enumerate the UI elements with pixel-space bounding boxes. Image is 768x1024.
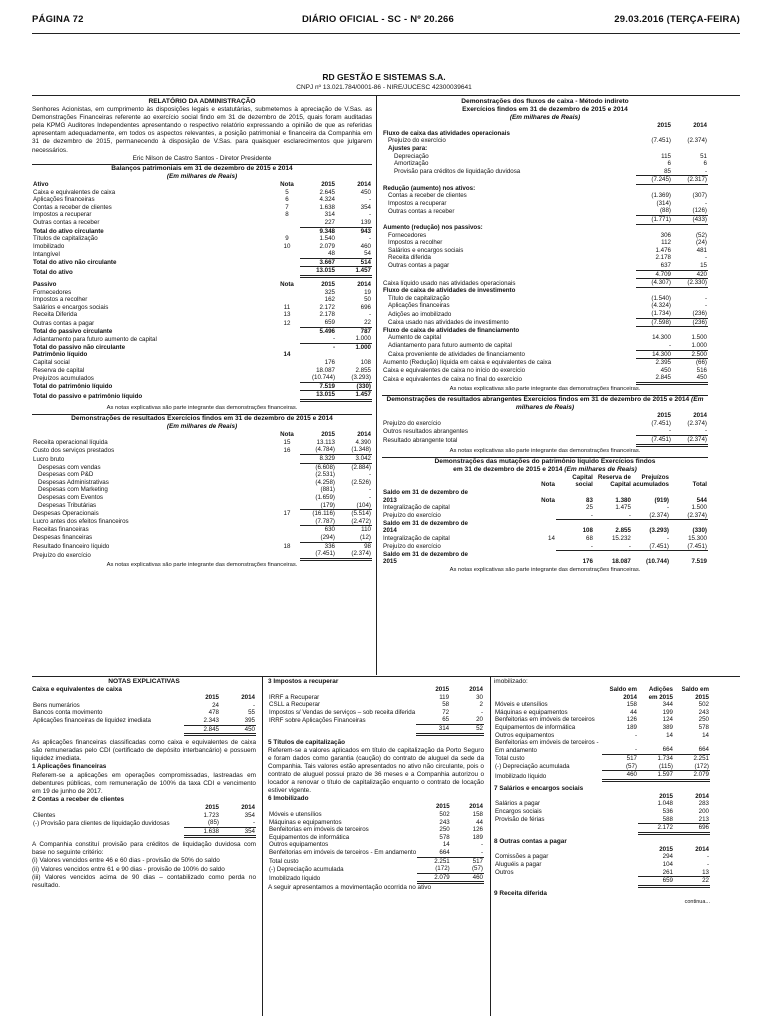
table-row: Clientes 1.723 354 (33, 811, 255, 819)
company-cnpj: CNPJ nº 13.021.784/0001-86 - NIRE/JUCESC 42300039641 (296, 84, 472, 91)
balance-title: Balanços patrimoniais em 31 de dezembro de 2015 e 2014 (111, 164, 293, 172)
table-row: Fluxo de caixa de atividades de investimento (383, 287, 516, 295)
table-row: CSLL a Recuperar 58 2 (269, 701, 483, 709)
table-row: Patrimônio líquido 14 (33, 351, 291, 359)
n6-text: A seguir apresentamos a movimentação ocorrida no ativo (268, 884, 432, 892)
table-row: Aplicações financeiras 6 4.324 - (33, 196, 371, 204)
table-row: Provisão para créditos de liquidação duvidosa 85 - (394, 167, 707, 176)
table-row: Total custo 517 1.734 2.251 (495, 754, 709, 762)
comprehensive-table: 2015 2014 Prejuízo do exercício (7.451) (2.374) Outros resultados abrangentes - - Resultado abrangente total (7.451) (2.374) (383, 412, 707, 445)
table-row: Máquinas e equipamentos 243 44 (269, 818, 483, 826)
table-row: IRRF sobre Aplicações Financeiras 65 20 (269, 716, 483, 724)
table-row: Adiantamento para futuro aumento de capital - 1.000 (33, 335, 371, 343)
right-column (382, 98, 708, 574)
list-item: (i) Valores vencidos entre 46 e 60 dias - provisão de 50% do saldo (32, 857, 220, 865)
table-row: Outros equipamentos 14 - (269, 841, 483, 849)
table-row: Imobilizado líquido 2.079 460 (269, 873, 483, 883)
table-row: Fluxo de caixa de atividades de financiamento (383, 326, 520, 334)
table-row: Contas a receber de clientes (1.369) (307) (388, 192, 707, 200)
n8-title: 8 Outras contas a pagar (494, 837, 567, 845)
column-divider (376, 95, 377, 675)
table-row: Saldo em 31 de dezembro de (383, 550, 468, 558)
table-row: Aluguéis a pagar 104 - (495, 861, 709, 869)
table-row: (-) Provisão para clientes de liquidação duvidosas (85) - (33, 819, 255, 827)
table-row: Impostos a recolher 162 50 (33, 296, 371, 304)
journal-title: DIÁRIO OFICIAL - SC - Nº 20.266 (302, 14, 455, 25)
table-row: Despesas Tributárias (179) (104) (38, 501, 371, 510)
table-row: 659 22 (494, 877, 710, 887)
table-row: 2.845 450 (32, 725, 256, 735)
table-row: Móveis e utensílios 502 158 (269, 811, 483, 818)
table-row: Caixa e equivalentes de caixa no início do exercício 450 516 (383, 366, 707, 374)
income-title: Demonstrações de resultados Exercícios findos em 31 de dezembro de 2015 e 2014 (71, 415, 333, 423)
income-table: Nota 2015 2014 Receita operacional líquida 15 13.113 4.390 Custo dos serviços prestados 16 (4.784) (1.348) Lucro bruto 8.329 3.042 Despesas com vendas (6.608) (2.884) Despesas com P&D (2.531) - Despesas Administrativas (4.258) (2.526) Despesas com Marketing (881) - Despesas com Eventos (1.659) - Despesas Tributárias (179) (104) Despesas Operacionais 17 (16.116) (5.514) Lucro antes dos efeitos financeiros (7.787) (2.472) Receitas financeiras 630 110 Despesas financeiras (294) (12) Resultado financeiro líquido 18 336 98 Prejuízo do exercício (7.451) (2.374) (33, 431, 371, 559)
table-row: Imobilizado líquido 460 1.597 2.079 (495, 771, 709, 780)
cashflow-unit: (Em milhares de Reais) (509, 114, 581, 122)
list-item: (ii) Valores vencidos entre 61 e 90 dias - provisão de 100% do saldo (32, 865, 225, 873)
table-row: Aumento de capital 14.300 1.500 (388, 334, 707, 342)
n9-title: 9 Receita diferida (494, 889, 547, 897)
table-row: Prejuízo do exercício (7.451) (2.374) (33, 550, 371, 559)
table-row: Prejuízos acumulados (10.744) (3.293) (33, 374, 371, 382)
table-row: Ajustes para: (388, 145, 428, 153)
table-row: Amortização 6 6 (394, 160, 707, 168)
table-row: Despesas com vendas (6.608) (2.884) (38, 463, 371, 471)
table-row: Adições ao imobilizado (1.734) (236) (388, 310, 707, 318)
page-number: PÁGINA 72 (32, 14, 84, 25)
n2-title: 2 Contas a receber de clientes (32, 795, 124, 803)
table-row: (-) Depreciação acumulada (57) (115) (172) (495, 762, 709, 771)
table-row: Prejuízo do exercício - - (2.374) (2.374) (383, 511, 707, 520)
n2-table: 2015 2014 Clientes 1.723 354 (-) Provisão para clientes de liquidação duvidosas (85) - 1.638 354 (32, 804, 256, 838)
table-row: Lucro bruto 8.329 3.042 (33, 455, 371, 463)
imob-text: imobilizado: (494, 678, 528, 685)
table-row: Impostos s/ Vendas de serviços – sob receita diferida 72 - (269, 708, 483, 716)
table-row: Lucro antes dos efeitos financeiros (7.787) (2.472) (33, 517, 371, 526)
table-row: Saldo em 31 de dezembro de (383, 519, 468, 527)
continued-label: continua... (684, 898, 710, 905)
report-text: Senhores Acionistas, em cumprimento às disposições legais e estatutárias, submetemos à apreciação de V.Sas. as Demonstrações Financeiras referente ao exercício social findo em 31 de dezembro de 2015, quais foram auditadas pela KPMG Auditores Independentes apresentando o respectivo relatório expressando a opinião de que as referidas apresentam adequadamente, em todos os aspectos relevantes, a posição patrimonial e financeira da Companhia em 31 de dezembro de 2015, permanecendo à disposição de V.Sas. para quaisquer esclarecimentos que julgarem necessários. (32, 106, 372, 154)
table-row: Receita operacional líquida 15 13.113 4.390 (33, 438, 371, 446)
table-row: Total do ativo não circulante 3.667 514 (33, 258, 371, 267)
table-row: Títulos de capitalização 9 1.540 - (33, 235, 371, 243)
n2-criteria-list (32, 857, 256, 889)
table-row: Outras contas a pagar 637 15 (388, 261, 707, 270)
n1-title: 1 Aplicações financeiras (32, 763, 107, 771)
table-row: Caixa e equivalentes de caixa 5 2.645 450 (33, 188, 371, 196)
balance-unit: (Em milhares de Reais) (166, 172, 238, 180)
table-row: Aumento (Redução) líquida em caixa e equivalentes de caixa 2.395 (66) (383, 359, 707, 367)
caixa-table: 2015 2014 Bens numerários 24 - Bancos conta movimento 478 55 Aplicações financeiras de liquidez imediata 2.343 395 2.845 450 (32, 694, 256, 736)
table-row: Aplicações financeiras (4.324) - (388, 302, 707, 310)
table-row: Outras contas a receber 227 139 (33, 218, 371, 227)
table-row: Caixa usado nas atividades de investimento (7.598) (236) (388, 318, 707, 327)
notes-col-1 (32, 678, 256, 890)
notes-title: NOTAS EXPLICATIVAS (108, 678, 180, 685)
table-row: 1.638 354 (32, 827, 256, 837)
table-row: Total custo 2.251 517 (269, 857, 483, 865)
table-row: Fluxo de caixa das atividades operacionais (383, 129, 510, 137)
equity-title: Demonstrações das mutações do patrimônio líquido Exercícios findos (434, 457, 656, 465)
table-row: (7.245) (2.317) (382, 176, 708, 185)
table-row: Total do ativo 13.015 1.457 (33, 267, 371, 276)
table-row: Impostos a recolher 112 (24) (388, 239, 707, 247)
table-row: Aumento (redução) nos passivos: (383, 224, 483, 231)
table-row: Salários e encargos sociais 11 2.172 696 (33, 303, 371, 311)
n5-text: Referem-se a valores aplicados em título de capitalização da Porto Seguro e foram dados como garantia (caução) do contrato de aluguel da sede da Companhia. Tais valores estão apresentados no ativo não circulante, pois o contrato de aluguel possui prazo de 36 meses e a Companhia autorizou o locador a renovar o título de capitalização enquanto o contrato de locação estiver vigente. (268, 746, 484, 795)
table-row: Redução (aumento) nos ativos: (383, 184, 476, 192)
cashflow-note: As notas explicativas são parte integrante das demonstrações financeiras. (449, 385, 641, 392)
n3-title: 3 Impostos a recuperar (268, 678, 339, 685)
table-row: Prejuízo do exercício - - (7.451) (7.451) (383, 542, 707, 551)
table-row: Outros resultados abrangentes - - (383, 427, 707, 435)
table-row: Provisão de férias 588 213 (495, 815, 709, 824)
table-row: Bens numerários 24 - (33, 701, 255, 709)
table-row: Benfeitorias em imóveis de terceiros - Em andamento 664 - (269, 848, 483, 857)
table-row: Despesas com P&D (2.531) - (38, 471, 371, 479)
n3-table: 2015 2014 IRRF a Recuperar 119 30 CSLL a Recuperar 58 2 Impostos s/ Vendas de serviços – sob receita diferida 72 - IRRF sobre Aplicações Financeiras 65 20 314 52 (268, 686, 484, 736)
table-row: Fornecedores 306 (52) (388, 231, 707, 239)
page-header (32, 14, 740, 30)
table-row: Máquinas e equipamentos 44 199 243 (495, 708, 709, 716)
notes-rule (32, 676, 740, 677)
table-row: Móveis e utensílios 158 344 502 (495, 701, 709, 709)
table-row: Outros 261 13 (495, 868, 709, 877)
n6-table: 2015 2014 Móveis e utensílios 502 158 Máquinas e equipamentos 243 44 Benfeitorias em imóveis de terceiros 250 126 Equipamentos de informática 578 189 Outros equipamentos 14 - Benfeitorias em imóveis de terceiros - Em andamento 664 - Total custo 2.251 517 (-) Depreciação acumulada (172) (57) Imobilizado líquido 2.079 460 (269, 803, 483, 883)
n2-text: A Companhia constituí provisão para créditos de liquidação duvidosa com base no seguinte critério: (32, 841, 256, 857)
n7-title: 7 Salários e encargos sociais (494, 784, 584, 792)
report-signature: Eric Nilson de Castro Santos - Diretor Presidente (132, 154, 272, 162)
table-row: Outras contas a receber (88) (126) (388, 207, 707, 215)
table-row: Custo dos serviços prestados 16 (4.784) (1.348) (33, 446, 371, 454)
table-row: Adiantamento para futuro aumento de capital - 1.000 (388, 341, 707, 350)
table-row: Contas a receber de clientes 7 1.638 354 (33, 203, 371, 211)
table-row: Encargos sociais 536 200 (495, 808, 709, 815)
equity-title2: em 31 de dezembro de 2015 e 2014 (Em milhares de Reais) (453, 465, 637, 473)
table-row: Despesas Operacionais 17 (16.116) (5.514) (33, 510, 371, 518)
top-rule (32, 95, 740, 96)
income-note: As notas explicativas são parte integrante das demonstrações financeiras. (106, 561, 298, 568)
notes-col-2 (268, 678, 484, 892)
table-row: Despesas financeiras (294) (12) (33, 533, 371, 542)
equity-note: As notas explicativas são parte integrante das demonstrações financeiras. (449, 566, 641, 573)
header-rule (32, 33, 740, 34)
table-row: Despesas Administrativas (4.258) (2.526) (38, 478, 371, 486)
table-row: Total do passivo circulante 5.496 787 (33, 327, 371, 335)
table-row: Reserva de capital 18.087 2.855 (33, 366, 371, 374)
cashflow-table: 2015 2014 Fluxo de caixa das atividades operacionais Prejuízo do exercício (7.451) (2.374) Ajustes para: Depreciação 115 51 Amortização 6 6 Provisão para créditos de liquidação duvidosa 85 - (7.245) (2.317) Redução (aumento) nos ativos: Contas a receber de clientes (1.369) (307) Impostos a recuperar (314) - Outras contas a receber (88) (126) (1.771) (433) Aumento (redução) nos passivos: Fornecedores 306 (52) Impostos a recolher 112 (24) Salários e encargos sociais 1.476 481 Receita diferida 2.178 - Outras contas a pagar 637 15 4.709 420 Caixa líquido usado nas atividades operacionais (4.307) (2.330) Fluxo de caixa de atividades de investimento Título de capitalização (1.540) - Aplicações financeiras (4.324) - Adições ao imobilizado (1.734) (236) Caixa usado nas atividades de investimento (7.598) (236) Fluxo de caixa de atividades de financiamento Aumento de capital 14.300 1.500 Adiantamento para futuro aumento de capital - 1.000 Caixa proveniente de atividades de financiamento 14.300 2.500 Aumento (Redução) líquida em caixa e equivalentes de caixa 2.395 (66) Caixa e equivalentes de caixa no início do exercício 450 516 Caixa e equivalentes de caixa no final do exercício 2.845 450 (383, 122, 707, 383)
page-date: 29.03.2016 (TERÇA-FEIRA) (614, 14, 740, 25)
table-row: Intangível 48 54 (33, 250, 371, 258)
table-row: IRRF a Recuperar 119 30 (269, 693, 483, 701)
table-row: Total do passivo não circulante - 1.000 (33, 343, 371, 351)
table-row: Impostos a recuperar 8 314 - (33, 211, 371, 219)
table-row: Despesas com Marketing (881) - (38, 486, 371, 494)
table-row: Benfeitorias em imóveis de terceiros - Em andamento - 664 664 (495, 739, 709, 754)
n6-title: 6 Imobilizado (268, 795, 309, 803)
table-row: Equipamentos de informática 189 389 578 (495, 724, 709, 732)
notes-divider-2 (490, 676, 491, 1016)
table-row: Benfeitorias em imóveis de terceiros 126 124 250 (495, 716, 709, 724)
table-row: Prejuízo do exercício (7.451) (2.374) (388, 137, 707, 145)
report-title: RELATÓRIO DA ADMINISTRAÇÃO (148, 98, 256, 105)
table-row: Benfeitorias em imóveis de terceiros 250 126 (269, 826, 483, 834)
table-row: Comissões a pagar 294 - (495, 853, 709, 861)
table-row: 2013 Nota 83 1.380 (919) 544 (383, 496, 707, 504)
imob-table: Saldo em 2014 Adições em 2015 Saldo em 2015 Móveis e utensílios 158 344 502 Máquinas e equipamentos 44 199 243 Benfeitorias em imóveis de terceiros 126 124 250 Equipamentos de informática 189 389 578 Outros equipamentos - 14 14 Benfeitorias em imóveis de terceiros - Em andamento - 664 664 Total custo 517 1.734 2.251 (-) Depreciação acumulada (57) (115) (172) Imobilizado líquido 460 1.597 2.079 (495, 686, 709, 780)
table-row: Caixa proveniente de atividades de financiamento 14.300 2.500 (388, 350, 707, 358)
table-row: Saldo em 31 de dezembro de (383, 489, 468, 496)
notes-divider-1 (262, 676, 263, 1016)
table-row: 4.709 420 (382, 270, 708, 279)
caixa-title: Caixa e equivalentes de caixa (32, 686, 122, 694)
balance-passivo-table: Passivo Nota 2015 2014 Fornecedores 325 19 Impostos a recolher 162 50 Salários e encargos sociais 11 2.172 696 Receita Diferida 13 2.178 - Outras contas a pagar 12 659 22 Total do passivo circulante 5.496 787 Adiantamento para futuro aumento de capital - 1.000 Total do passivo não circulante - 1.000 Patrimônio líquido 14 Capital social 176 108 Reserva de capital 18.087 2.855 Prejuízos acumulados (10.744) (3.293) Total do patrimônio líquido 7.519 (330) Total do passivo e patrimônio líquido 13.015 1.457 (33, 281, 371, 400)
list-item: (iii) Valores vencidos acima de 90 dias – contabilizado como perda no resultado. (32, 873, 256, 889)
caixa-text: As aplicações financeiras classificadas como caixa e equivalentes de caixa são remuneradas pelo CDI (certificado de depósito interbancário) e possuem liquidez imediata. (32, 739, 256, 763)
table-row: Resultado abrangente total (7.451) (2.374) (383, 435, 707, 445)
table-row: Capital social 176 108 (33, 359, 371, 366)
table-row: Despesas com Eventos (1.659) - (38, 494, 371, 501)
table-row: (1.771) (433) (382, 215, 708, 224)
n8-table: 2015 2014 Comissões a pagar 294 - Aluguéis a pagar 104 - Outros 261 13 659 22 (494, 846, 710, 888)
notes-col-3 (494, 678, 710, 906)
income-unit: (Em milhares de Reais) (166, 423, 238, 431)
table-row: Resultado financeiro líquido 18 336 98 (33, 542, 371, 550)
table-row: Caixa e equivalentes de caixa no final do exercício 2.845 450 (383, 374, 707, 383)
table-row: 2.172 696 (494, 824, 710, 834)
balance-ativo-table: Ativo Nota 2015 2014 Caixa e equivalentes de caixa 5 2.645 450 Aplicações financeiras 6 4.324 - Contas a receber de clientes 7 1.638 354 Impostos a recuperar 8 314 - Outras contas a receber 227 139 Total do ativo circulante 9.348 943 Títulos de capitalização 9 1.540 - Imobilizado 10 2.079 460 Intangível 48 54 Total do ativo não circulante 3.667 514 Total do ativo 13.015 1.457 (33, 180, 371, 276)
table-row: Outros equipamentos - 14 14 (495, 731, 709, 739)
table-row: Total do patrimônio líquido 7.519 (330) (33, 382, 371, 391)
table-row: 314 52 (268, 725, 484, 735)
table-row: Bancos conta movimento 478 55 (33, 709, 255, 717)
table-row: Integralização de capital 25 1.475 - 1.500 (383, 504, 707, 512)
table-row: Receita Diferida 13 2.178 - (33, 311, 371, 319)
table-row: Caixa líquido usado nas atividades operacionais (4.307) (2.330) (383, 279, 707, 287)
left-column (32, 98, 372, 569)
table-row: Impostos a recuperar (314) - (388, 199, 707, 207)
n5-title: 5 Títulos de capitalização (268, 738, 346, 746)
cashflow-title: Demonstrações dos fluxos de caixa - Método indireto (461, 98, 629, 105)
table-row: Outras contas a pagar 12 659 22 (33, 319, 371, 327)
table-row: Integralização de capital 14 68 15.232 - 15.300 (383, 535, 707, 543)
table-row: Depreciação 115 51 (394, 152, 707, 160)
table-row: Total do ativo circulante 9.348 943 (33, 227, 371, 235)
table-row: Prejuízo do exercício (7.451) (2.374) (383, 419, 707, 427)
company-name: RD GESTÃO E SISTEMAS S.A. (322, 72, 446, 82)
table-row: Imobilizado 10 2.079 460 (33, 242, 371, 250)
table-row: Receita diferida 2.178 - (388, 254, 707, 262)
table-row: 2015 176 18.087 (10.744) 7.519 (383, 558, 707, 566)
comprehensive-note: As notas explicativas são parte integrante das demonstrações financeiras. (449, 447, 641, 454)
n7-table: 2015 2014 Salários a pagar 1.048 283 Encargos sociais 536 200 Provisão de férias 588 213 2.172 696 (494, 793, 710, 835)
cashflow-title2: Exercícios findos em 31 de dezembro de 2015 e 2014 (462, 106, 628, 114)
table-row: Equipamentos de informática 578 189 (269, 833, 483, 841)
equity-table: Nota Capital social Reserva de Capital Prejuízos acumulados Total Saldo em 31 de dezembro de 2013 Nota 83 1.380 (919) 544 Integralização de capital 25 1.475 - 1.500 Prejuízo do exercício - - (2.374) (2.374) Saldo em 31 de dezembro de 2014 108 2.855 (3.293) (330) Integralização de capital 14 68 15.232 - 15.300 Prejuízo do exercício - - (7.451) (7.451) Saldo em 31 de dezembro de 2015 176 18.087 (10.744) 7.519 (383, 473, 707, 566)
table-row: Aplicações financeiras de liquidez imediata 2.343 395 (33, 716, 255, 725)
table-row: Título de capitalização (1.540) - (388, 294, 707, 302)
table-row: Receitas financeiras 630 110 (33, 526, 371, 534)
comprehensive-title: Demonstrações de resultados abrangentes Exercícios findos em 31 de dezembro de 2015 e 2014 (Em milhares de Reais) (386, 395, 704, 412)
table-row: (-) Depreciação acumulada (172) (57) (269, 865, 483, 873)
table-row: Salários a pagar 1.048 283 (495, 800, 709, 808)
table-row: Total do passivo e patrimônio líquido 13.015 1.457 (33, 391, 371, 400)
n1-text: Referem-se a aplicações em operações compromissadas, lastreadas em debentures públicas, com remuneração de 100% da taxa CDI e vencimento em 19 de junho de 2017. (32, 771, 256, 795)
table-row: Fornecedores 325 19 (33, 288, 371, 296)
balance-note: As notas explicativas são parte integrante das demonstrações financeiras. (106, 404, 298, 411)
table-row: Salários e encargos sociais 1.476 481 (388, 246, 707, 254)
table-row: 2014 108 2.855 (3.293) (330) (383, 527, 707, 535)
